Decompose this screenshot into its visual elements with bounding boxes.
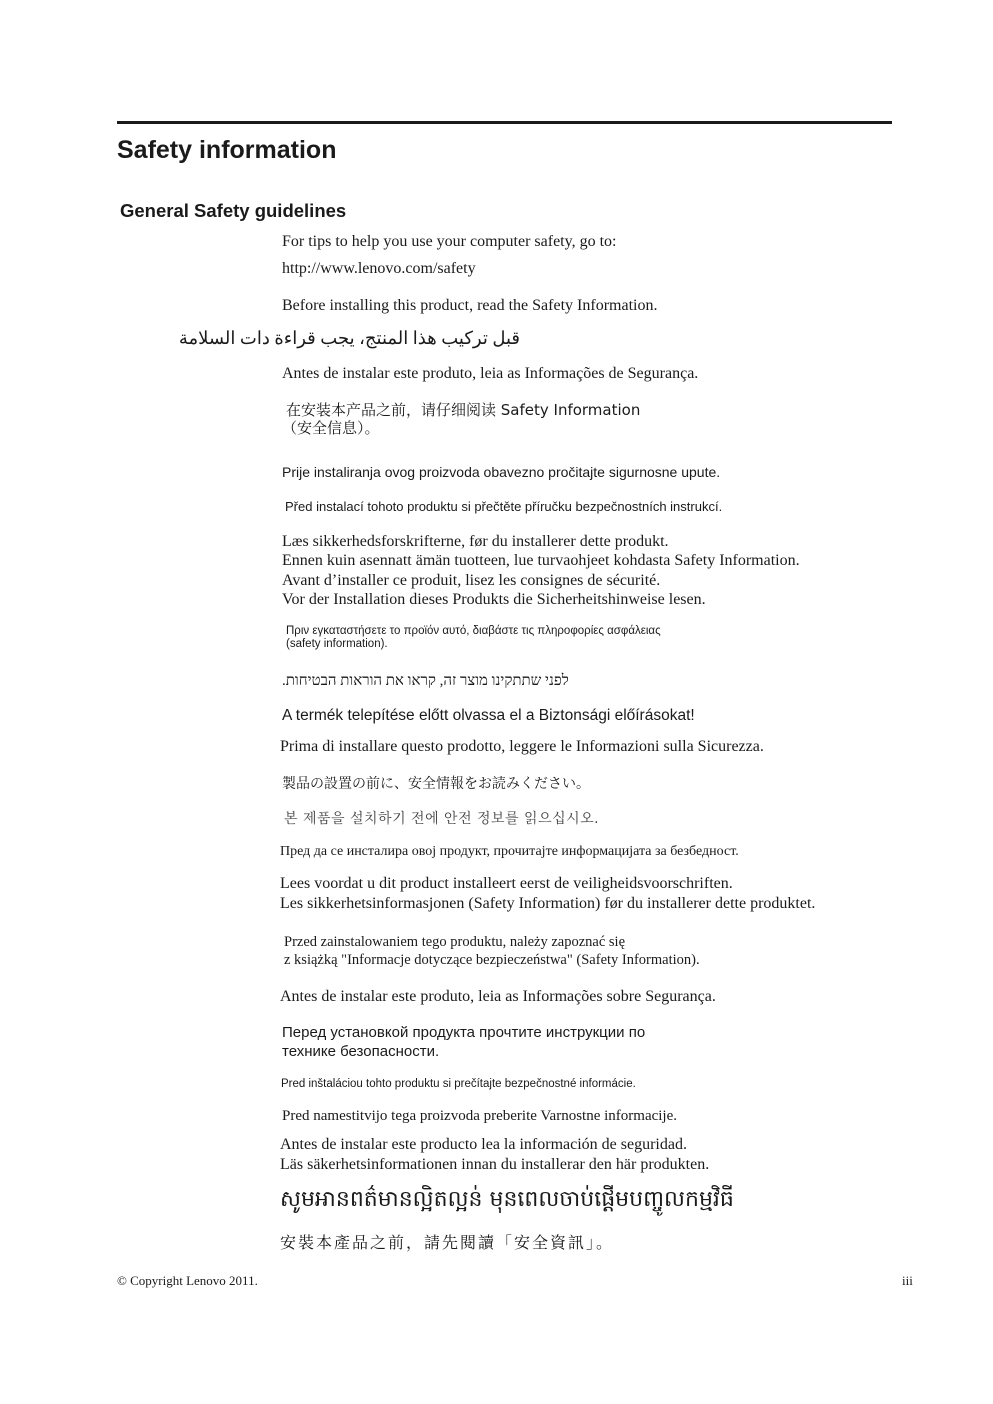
chinese-simplified-line-2: （安全信息）。: [282, 419, 380, 437]
chinese-traditional-line: 安裝本產品之前，請先閱讀「安全資訊」。: [280, 1233, 615, 1252]
page-number: iii: [902, 1273, 913, 1288]
hungarian-line: A termék telepítése előtt olvassa el a Biztonsági előírásokat!: [282, 707, 695, 724]
khmer-line: សូមអានពត៌មានល្អិតល្អន់ មុនពេលចាប់ផ្តើមបញ្ចូលកម្មវិធី: [280, 1187, 734, 1212]
macedonian-line: Пред да се инсталира овој продукт, прочитајте информацијата за безбедност.: [280, 844, 739, 859]
french-line: Avant d’installer ce produit, lisez les consignes de sécurité.: [282, 572, 661, 589]
dutch-line: Lees voordat u dit product installeert eerst de veiligheidsvoorschriften.: [280, 875, 733, 892]
russian-line-1: Перед установкой продукта прочтите инструкции по: [282, 1024, 646, 1041]
greek-line-2: (safety information).: [286, 638, 388, 650]
chinese-simplified-line-1: 在安装本产品之前，请仔细阅读 Safety Information: [286, 401, 641, 419]
slovak-line: Pred inštaláciou tohto produktu si prečítajte bezpečnostné informácie.: [281, 1078, 636, 1090]
tips-line: For tips to help you use your computer safety, go to:: [282, 233, 617, 250]
german-line: Vor der Installation dieses Produkts die Sicherheitshinweise lesen.: [282, 591, 706, 608]
safety-url-link[interactable]: http://www.lenovo.com/safety: [282, 260, 476, 277]
copyright-footer: © Copyright Lenovo 2011.: [117, 1273, 258, 1288]
finnish-line: Ennen kuin asennatt ämän tuotteen, lue turvaohjeet kohdasta Safety Information.: [282, 552, 800, 569]
russian-line-2: технике безопасности.: [282, 1043, 440, 1060]
swedish-line: Läs säkerhetsinformationen innan du installerar den här produkten.: [280, 1156, 710, 1173]
slovenian-line: Pred namestitvijo tega proizvoda preberite Varnostne informacije.: [282, 1108, 678, 1124]
english-line: Before installing this product, read the Safety Information.: [282, 297, 658, 314]
arabic-line: قبل تركيب هذا المنتج، يجب قراءة دات السلامة: [178, 328, 520, 348]
danish-line: Læs sikkerhedsforskrifterne, før du installerer dette produkt.: [282, 533, 669, 550]
polish-line-1: Przed zainstalowaniem tego produktu, należy zapoznać się: [284, 934, 626, 950]
portuguese-br-line: Antes de instalar este produto, leia as Informações de Segurança.: [282, 365, 699, 382]
norwegian-line: Les sikkerhetsinformasjonen (Safety Information) før du installerer dette produktet.: [280, 895, 816, 912]
portuguese-pt-line: Antes de instalar este produto, leia as Informações sobre Segurança.: [280, 988, 716, 1005]
japanese-line: 製品の設置の前に、安全情報をお読みください。: [282, 776, 590, 792]
italian-line: Prima di installare questo prodotto, leggere le Informazioni sulla Sicurezza.: [280, 738, 764, 755]
croatian-line: Prije instaliranja ovog proizvoda obavezno pročitajte sigurnosne upute.: [282, 464, 721, 480]
czech-line: Před instalací tohoto produktu si přečtěte příručku bezpečnostních instrukcí.: [285, 499, 723, 514]
polish-line-2: z książką "Informacje dotyczące bezpieczeństwa" (Safety Information).: [284, 952, 700, 968]
section-rule: [117, 121, 892, 124]
greek-line-1: Πριν εγκαταστήσετε το προϊόν αυτό, διαβάστε τις πληροφορίες ασφάλειας: [286, 625, 661, 637]
spanish-line: Antes de instalar este producto lea la información de seguridad.: [280, 1136, 687, 1153]
section-heading: General Safety guidelines: [120, 200, 347, 221]
korean-line: 본 제품을 설치하기 전에 안전 정보를 읽으십시오.: [284, 811, 600, 827]
hebrew-line: לפני שתתקינו מוצר זה, קראו את הוראות הבטיחות.: [282, 673, 569, 689]
page-title: Safety information: [117, 136, 337, 164]
